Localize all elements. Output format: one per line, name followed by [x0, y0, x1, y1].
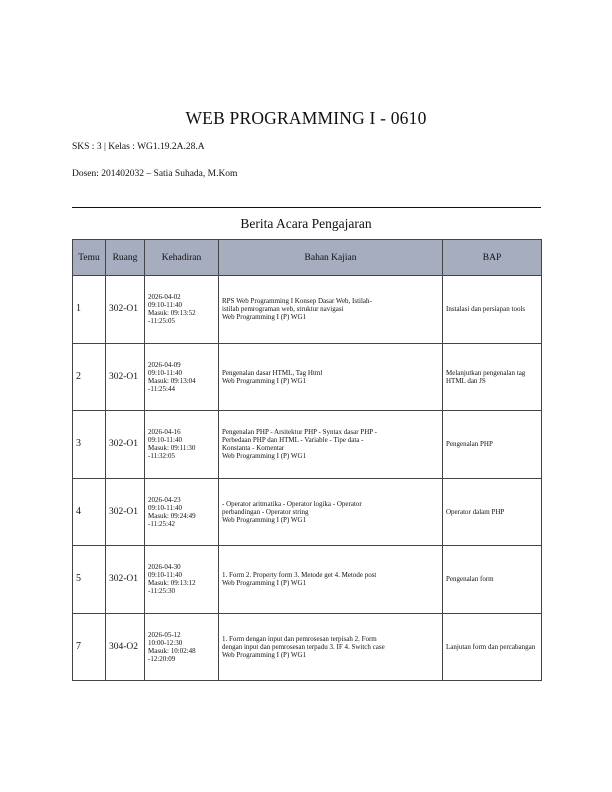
kehadiran-line: 09:10-11:40	[148, 436, 182, 445]
kehadiran-line: -11:25:44	[148, 384, 175, 393]
cell-bap	[443, 546, 542, 614]
kehadiran-line: 2026-04-23	[148, 495, 181, 504]
bahan-line: Web Programming I (P) WG1	[222, 515, 307, 524]
table-row	[73, 276, 542, 344]
temu-value: 2	[76, 370, 81, 382]
header-temu: Temu	[73, 240, 106, 276]
cell-bahan-kajian	[219, 411, 443, 479]
cell-bahan-kajian	[219, 613, 443, 681]
kehadiran-line: -11:25:42	[148, 519, 175, 528]
course-info: SKS : 3 | Kelas : WG1.19.2A.28.A	[72, 142, 205, 152]
cell-ruang	[106, 343, 145, 411]
kehadiran-line: Masuk: 09:11:30	[148, 444, 196, 453]
page-title: WEB PROGRAMMING I - 0610	[185, 108, 427, 128]
kehadiran-line: 2026-04-16	[148, 428, 181, 437]
cell-bap	[443, 613, 542, 681]
bap-value: Pengenalan PHP	[446, 440, 493, 449]
kehadiran-line: -11:25:05	[148, 317, 175, 326]
kehadiran-line: 2026-04-02	[148, 293, 181, 302]
ruang-value: 304-O2	[109, 641, 139, 652]
bap-value: Pengenalan form	[446, 575, 494, 584]
bahan-line: Web Programming I (P) WG1	[222, 313, 307, 322]
bahan-line: 1. Form 2. Property form 3. Metode get 4. Metode post	[222, 571, 377, 580]
cell-ruang	[106, 276, 145, 344]
bahan-line: dengan input dan pemrosesan terpadu 3. IF 4. Switch case	[222, 642, 385, 651]
temu-value: 5	[76, 573, 81, 585]
cell-kehadiran	[145, 478, 219, 546]
bahan-line: istilah pemrograman web, struktur navigasi	[222, 305, 344, 314]
cell-ruang	[106, 411, 145, 479]
cell-bap	[443, 343, 542, 411]
cell-kehadiran	[145, 411, 219, 479]
cell-bahan-kajian	[219, 276, 443, 344]
cell-bap	[443, 478, 542, 546]
bahan-line: RPS Web Programming I Konsep Dasar Web, Istilah-	[222, 297, 372, 306]
kehadiran-line: Masuk: 09:24:49	[148, 511, 196, 520]
header-ruang: Ruang	[106, 240, 145, 276]
cell-temu	[73, 343, 106, 411]
cell-kehadiran	[145, 546, 219, 614]
table-header-row	[73, 240, 542, 276]
cell-kehadiran	[145, 276, 219, 344]
cell-bahan-kajian	[219, 343, 443, 411]
bahan-line: Pengenalan dasar HTML, Tag Html	[222, 368, 323, 377]
ruang-value: 302-O1	[109, 304, 139, 315]
bahan-line: Pengenalan PHP - Arsitektur PHP - Syntax dasar PHP -	[222, 428, 377, 437]
bahan-line: - Operator aritmatika - Operator logika - Operator	[222, 499, 362, 508]
divider	[72, 207, 541, 208]
cell-temu	[73, 411, 106, 479]
temu-value: 4	[76, 505, 81, 517]
bahan-line: 1. Form dengan input dan pemrosesan terpisah 2. Form	[222, 634, 377, 643]
table-row	[73, 546, 542, 614]
kehadiran-line: -11:32:05	[148, 452, 175, 461]
kehadiran-line: -12:20:09	[148, 654, 176, 663]
header-bap: BAP	[443, 240, 542, 276]
bahan-line: Web Programming I (P) WG1	[222, 376, 307, 385]
table-caption: Berita Acara Pengajaran	[240, 216, 372, 231]
table-row	[73, 478, 542, 546]
bahan-line: Web Programming I (P) WG1	[222, 650, 307, 659]
table-row	[73, 343, 542, 411]
kehadiran-line: Masuk: 09:13:04	[148, 376, 196, 385]
bap-value: Operator dalam PHP	[446, 507, 505, 516]
cell-kehadiran	[145, 343, 219, 411]
attendance-table	[72, 239, 542, 681]
kehadiran-line: 09:10-11:40	[148, 571, 182, 580]
kehadiran-line: 09:10-11:40	[148, 368, 182, 377]
bahan-line: Perbedaan PHP dan HTML - Variable - Tipe data -	[222, 436, 364, 445]
bap-value: Lanjutan form dan percabangan	[446, 642, 536, 651]
temu-value: 3	[76, 438, 81, 450]
bahan-line: Konstanta - Komentar	[222, 444, 285, 453]
kehadiran-line: 2026-04-09	[148, 360, 181, 369]
temu-value: 1	[76, 303, 81, 315]
kehadiran-line: 2026-04-30	[148, 563, 181, 572]
cell-ruang	[106, 478, 145, 546]
bahan-line: perbandingan - Operator string	[222, 507, 309, 516]
ruang-value: 302-O1	[109, 574, 139, 585]
cell-ruang	[106, 613, 145, 681]
kehadiran-line: Masuk: 09:13:52	[148, 309, 196, 318]
ruang-value: 302-O1	[109, 439, 139, 450]
cell-ruang	[106, 546, 145, 614]
cell-temu	[73, 478, 106, 546]
table-row	[73, 613, 542, 681]
cell-temu	[73, 613, 106, 681]
kehadiran-line: Masuk: 10:02:48	[148, 646, 196, 655]
bap-value: Melanjutkan pengenalan tag HTML dan JS	[446, 368, 526, 385]
kehadiran-line: 09:10-11:40	[148, 301, 182, 310]
cell-bahan-kajian	[219, 478, 443, 546]
kehadiran-line: Masuk: 09:13:12	[148, 579, 196, 588]
kehadiran-line: 09:10-11:40	[148, 503, 182, 512]
ruang-value: 302-O1	[109, 506, 139, 517]
lecturer-info: Dosen: 201402032 – Satia Suhada, M.Kom	[72, 169, 238, 179]
bahan-line: Web Programming I (P) WG1	[222, 452, 307, 461]
cell-bap	[443, 411, 542, 479]
cell-bap	[443, 276, 542, 344]
bahan-line: Web Programming I (P) WG1	[222, 579, 307, 588]
kehadiran-line: 2026-05-12	[148, 630, 181, 639]
ruang-value: 302-O1	[109, 371, 139, 382]
table-row	[73, 411, 542, 479]
kehadiran-line: 10:00-12:30	[148, 638, 183, 647]
cell-temu	[73, 276, 106, 344]
cell-bahan-kajian	[219, 546, 443, 614]
header-kehadiran: Kehadiran	[145, 240, 219, 276]
header-bahan-kajian: Bahan Kajian	[219, 240, 443, 276]
cell-kehadiran	[145, 613, 219, 681]
bap-value: Instalasi dan persiapan tools	[446, 305, 526, 314]
cell-temu	[73, 546, 106, 614]
kehadiran-line: -11:25:30	[148, 587, 175, 596]
temu-value: 7	[76, 640, 81, 652]
